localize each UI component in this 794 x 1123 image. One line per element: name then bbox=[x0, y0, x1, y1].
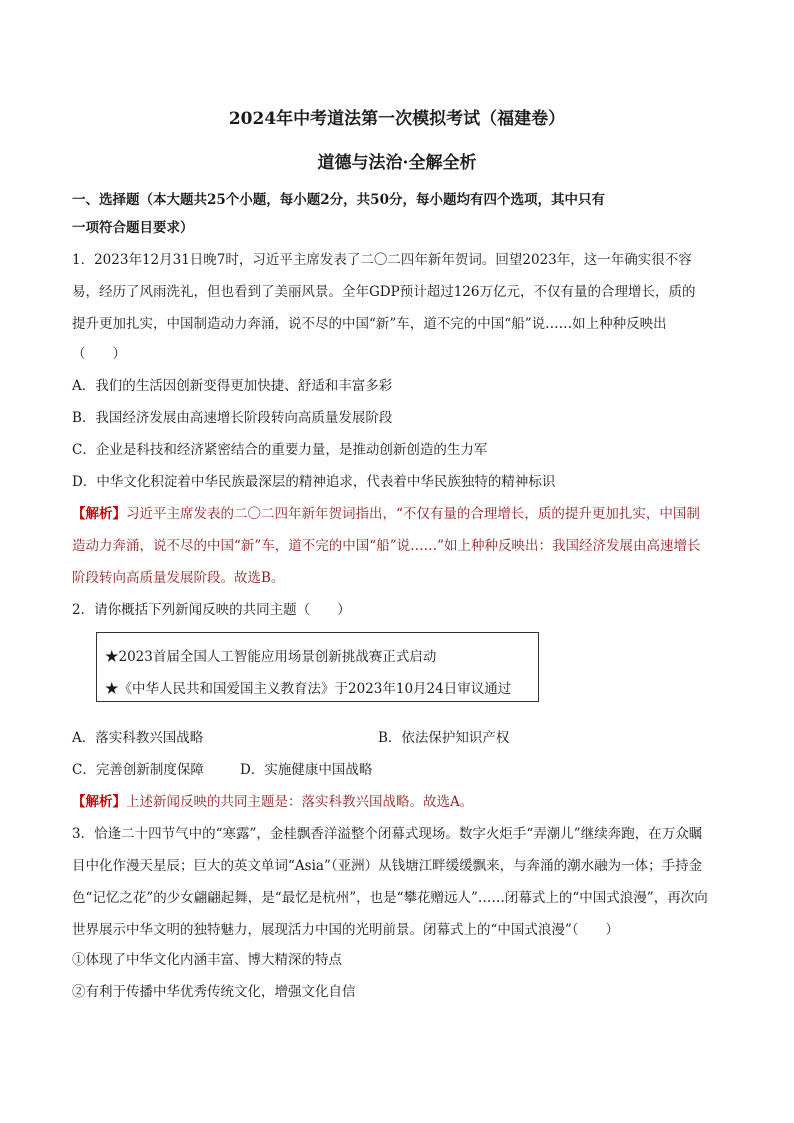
analysis-tag: 【解析】 bbox=[72, 794, 126, 810]
section-heading-line1: 一、选择题（本大题共25个小题，每小题2分，共50分，每小题均有四个选项，其中只有 bbox=[72, 192, 605, 208]
q3-item-2: ②有利于传播中华优秀传统文化，增强文化自信 bbox=[72, 984, 356, 1000]
q1-option-d: D．中华文化积淀着中华民族最深层的精神追求，代表着中华民族独特的精神标识 bbox=[72, 474, 556, 490]
q1-stem-line1: 1．2023年12月31日晚7时，习近平主席发表了二〇二四年新年贺词。回望2023年，这一年确实很不容 bbox=[72, 252, 692, 268]
q3-stem-line2: 目中化作漫天星辰；巨大的英文单词“Asia”（亚洲）从钱塘江畔缓缓飘来，与奔涌的潮水融为一体；手持金 bbox=[72, 858, 703, 874]
q2-option-b: B．依法保护知识产权 bbox=[378, 730, 510, 746]
q1-analysis-line1 bbox=[72, 504, 700, 524]
q2-analysis bbox=[72, 792, 473, 812]
news-item-1: ★2023首届全国人工智能应用场景创新挑战赛正式启动 bbox=[105, 649, 437, 665]
q3-item-1: ①体现了中华文化内涵丰富、博大精深的特点 bbox=[72, 952, 342, 968]
q2-option-d: D．实施健康中国战略 bbox=[240, 762, 373, 778]
page-subtitle: 道德与法治·全解全析 bbox=[317, 153, 477, 173]
news-box bbox=[96, 632, 539, 702]
q3-stem-line3: 色“记忆之花”的少女翩翩起舞，是“最忆是杭州”，也是“攀花赠远人”……闭幕式上的“中国式浪漫”，再次向 bbox=[72, 890, 708, 906]
q3-stem-line4: 世界展示中华文明的独特魅力，展现活力中国的光明前景。闭幕式上的“中国式浪漫”（ ） bbox=[72, 922, 620, 938]
q1-stem-line3: 提升更加扎实，中国制造动力奔涌，说不尽的中国“新”车，道不完的中国“船”说……如上种种反映出 bbox=[72, 316, 667, 332]
q1-analysis-text1: 习近平主席发表的二〇二四年新年贺词指出，“不仅有量的合理增长，质的提升更加扎实，中国制 bbox=[126, 506, 700, 522]
q1-option-c: C．企业是科技和经济紧密结合的重要力量，是推动创新创造的生力军 bbox=[72, 442, 488, 458]
q2-option-a: A．落实科教兴国战略 bbox=[72, 730, 204, 746]
q1-analysis-line3: 阶段转向高质量发展阶段。故选B。 bbox=[72, 570, 285, 586]
page-title: 2024年中考道法第一次模拟考试（福建卷） bbox=[228, 109, 566, 129]
analysis-tag: 【解析】 bbox=[72, 506, 126, 522]
q2-analysis-text: 上述新闻反映的共同主题是：落实科教兴国战略。故选A。 bbox=[126, 794, 474, 810]
q3-stem-line1: 3．恰逢二十四节气中的“寒露”，金桂飘香洋溢整个闭幕式现场。数字火炬手“弄潮儿”继续奔跑，在万众瞩 bbox=[72, 826, 703, 842]
q2-option-c: C．完善创新制度保障 bbox=[72, 762, 204, 778]
q1-stem-line4: （ ） bbox=[72, 346, 126, 362]
news-item-2: ★《中华人民共和国爱国主义教育法》于2023年10月24日审议通过 bbox=[105, 681, 512, 697]
section-heading-line2: 一项符合题目要求） bbox=[72, 220, 194, 236]
q1-stem-line2: 易，经历了风雨洗礼，但也看到了美丽风景。全年GDP预计超过126万亿元，不仅有量的合理增长，质的 bbox=[72, 284, 696, 300]
q1-option-a: A．我们的生活因创新变得更加快捷、舒适和丰富多彩 bbox=[72, 378, 393, 394]
q1-option-b: B．我国经济发展由高速增长阶段转向高质量发展阶段 bbox=[72, 410, 393, 426]
q1-analysis-line2: 造动力奔涌，说不尽的中国“新”车，道不完的中国“船”说……”如上种种反映出：我国经济发展由高速增长 bbox=[72, 538, 701, 554]
q2-stem: 2．请你概括下列新闻反映的共同主题（ ） bbox=[72, 602, 351, 618]
